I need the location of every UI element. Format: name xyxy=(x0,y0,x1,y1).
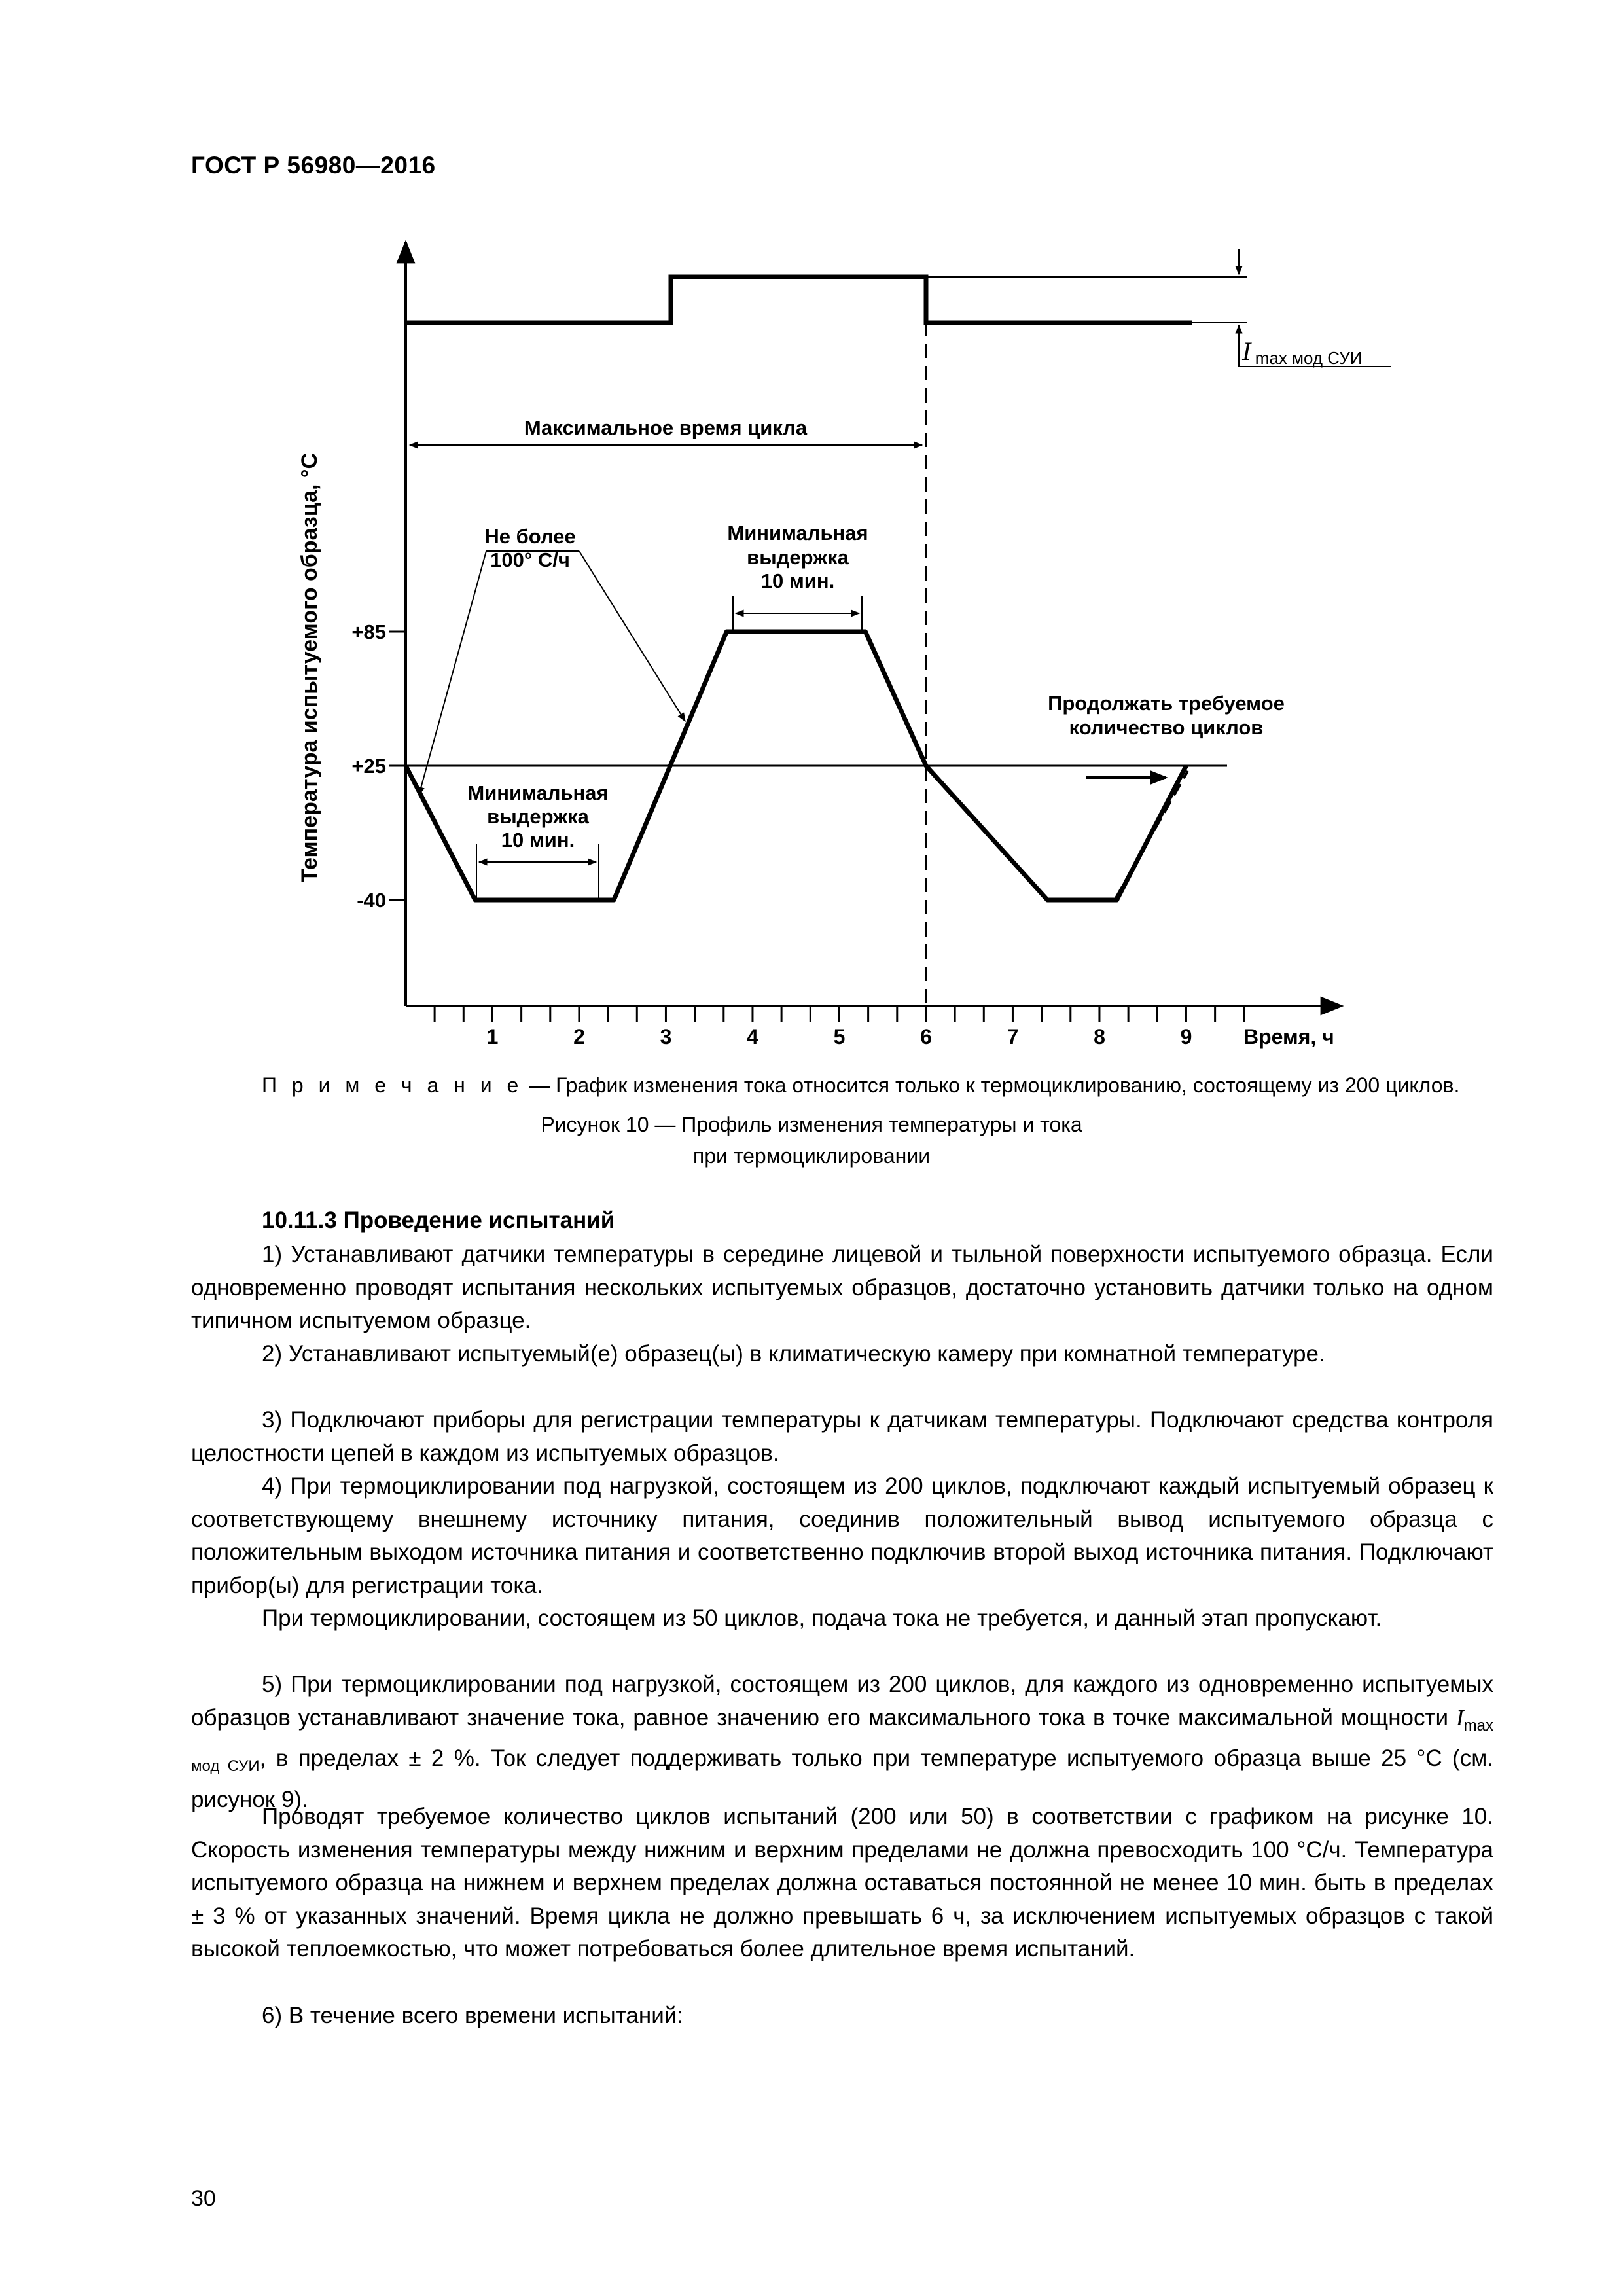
rate-pointer-left xyxy=(419,551,486,795)
rate-pointer-right xyxy=(579,551,685,721)
x-tick-label: 1 xyxy=(486,1025,499,1049)
hold-top-label-line1: Минимальная xyxy=(727,522,868,545)
y-tick-label: +85 xyxy=(351,620,386,643)
x-tick-labels xyxy=(487,1025,1192,1049)
x-axis-label: Время, ч xyxy=(1243,1025,1334,1049)
current-subscript: max мод СУИ xyxy=(1255,348,1363,368)
current-subscript-inline: max мод СУИ xyxy=(191,1716,1493,1775)
paragraph-1: 1) Устанавливают датчики температуры в середине лицевой и тыльной поверхности испытуемого образца. Если одновременно проводят испытания нескольких испытуемых образцов, достаточно установить датчики только на одном типичном испытуемом образце. xyxy=(191,1242,1493,1333)
x-tick-label: 4 xyxy=(747,1025,758,1049)
x-tick-label: 6 xyxy=(920,1025,932,1049)
continue-label-line1: Продолжать требуемое xyxy=(1048,692,1285,715)
paragraph-5: При термоциклировании, состоящем из 50 циклов, подача тока не требуется, и данный этап пропускают. xyxy=(262,1605,1382,1631)
paragraph-2: 2) Устанавливают испытуемый(е) образец(ы) в климатическую камеру при комнатной температуре. xyxy=(262,1341,1325,1367)
figure-note xyxy=(262,1073,1544,1098)
x-tick-label: 3 xyxy=(660,1025,672,1049)
current-profile-line xyxy=(407,277,1192,323)
hold-bottom-label-line2: выдержка xyxy=(487,805,589,828)
y-ticks xyxy=(351,620,406,912)
page-number: 30 xyxy=(191,2186,216,2211)
x-tick-label: 8 xyxy=(1094,1025,1105,1049)
section-title: 10.11.3 Проведение испытаний xyxy=(262,1208,615,1233)
hold-bottom-label-line1: Минимальная xyxy=(467,781,609,804)
figure-caption-line1: Рисунок 10 — Профиль изменения температуры и тока xyxy=(541,1113,1082,1136)
paragraph-7: Проводят требуемое количество циклов испытаний (200 или 50) в соответствии с графиком на рисунке 10. Скорость изменения температуры между нижним и верхним пределами не должна превосходить 100 °С/ч. Температура испытуемого образца на нижнем и верхнем пределах должна оставаться постоянной не менее 10 мин. быть в пределах ± 3 % от указанных значений. Время цикла не должно превышать 6 ч, за исключением испытуемых образцов с такой высокой теплоемкостью, что может потребоваться более длительное время испытаний. xyxy=(191,1804,1493,1962)
note-text: — График изменения тока относится только к термоциклированию, состоящему из 200 циклов. xyxy=(523,1073,1460,1097)
hold-top-label-line3: 10 мин. xyxy=(760,569,835,592)
note-prefix: П р и м е ч а н и е xyxy=(262,1073,524,1097)
y-tick-label: +25 xyxy=(351,755,386,778)
rate-label-line1: Не более xyxy=(484,525,576,548)
x-axis-minor-ticks xyxy=(435,1006,1244,1022)
figure-caption-line2: при термоциклировании xyxy=(692,1144,931,1168)
rate-label-line2: 100° С/ч xyxy=(490,548,570,571)
current-label xyxy=(1241,336,1362,368)
document-header: ГОСТ Р 56980—2016 xyxy=(191,152,436,179)
hold-bottom-label-line3: 10 мин. xyxy=(501,829,575,852)
paragraph-3: 3) Подключают приборы для регистрации температуры к датчикам температуры. Подключают средства контроля целостности цепей в каждом из испытуемых образцов. xyxy=(191,1407,1493,1466)
current-symbol: I xyxy=(1242,336,1251,366)
paragraph-6-part-b: , в пределах ± 2 %. Ток следует поддерживать только при температуре испытуемого образца выше 25 °С (см. рисунок 9). xyxy=(191,1746,1493,1812)
paragraph-8: 6) В течение всего времени испытаний: xyxy=(262,2003,684,2028)
continue-label-line2: количество циклов xyxy=(1069,716,1264,739)
max-cycle-time-label: Максимальное время цикла xyxy=(524,416,808,439)
x-tick-label: 5 xyxy=(833,1025,846,1049)
paragraph-6-part-a: 5) При термоциклировании под нагрузкой, состоящем из 200 циклов, для каждого из одновременно испытуемых образцов устанавливают значение тока, равное значению его максимального тока в точке максимальной мощности xyxy=(191,1672,1493,1731)
x-tick-label: 7 xyxy=(1007,1025,1019,1049)
x-tick-label: 9 xyxy=(1180,1025,1192,1049)
y-axis-label: Температура испытуемого образца, °С xyxy=(297,452,322,883)
hold-top-label-line2: выдержка xyxy=(747,546,849,569)
paragraph-6 xyxy=(191,1668,1493,1816)
y-tick-label: -40 xyxy=(357,889,386,912)
x-tick-label: 2 xyxy=(573,1025,585,1049)
paragraph-4: 4) При термоциклировании под нагрузкой, состоящем из 200 циклов, подключают каждый испытуемый образец к соответствующему внешнему источнику питания, соединив положительный вывод испытуемого образца с положительным выходом источника питания и соответственно подключив второй выход источника питания. Подключают прибор(ы) для регистрации тока. xyxy=(191,1473,1493,1598)
temperature-current-profile-figure xyxy=(0,0,1623,1126)
current-symbol-inline: I xyxy=(1456,1704,1464,1731)
